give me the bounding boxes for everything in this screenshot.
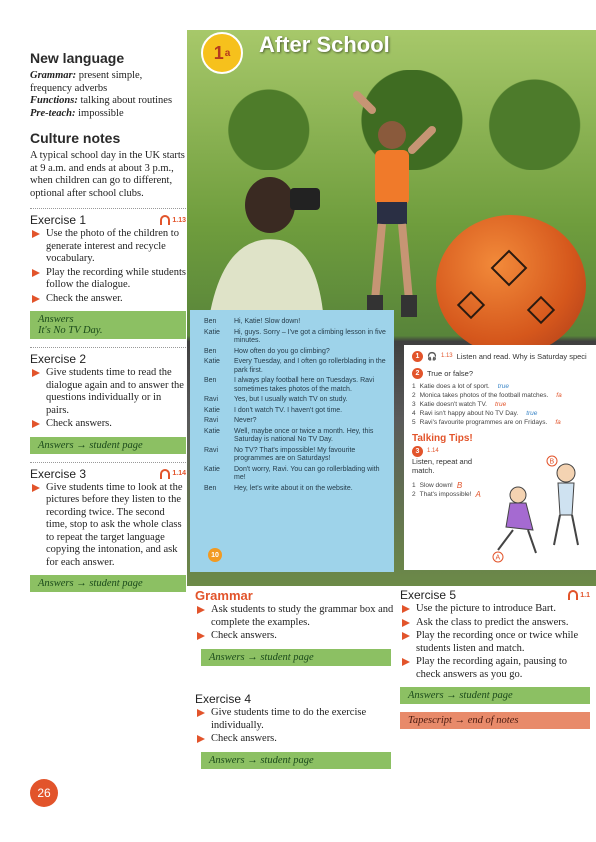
exercise5-bullet: Play the recording once or twice while students listen and match. <box>400 630 590 655</box>
exercise5-answers-box: Answers → student page <box>400 687 590 704</box>
exercise5-bullet: Ask the class to predict the answers. <box>400 617 590 630</box>
talking-tips-heading: Talking Tips! <box>412 433 473 444</box>
functions-line: Functions: talking about routines <box>30 95 173 106</box>
headphones-icon <box>160 469 170 479</box>
exercise1-answers-box: Answers It's No TV Day. <box>30 311 186 339</box>
dialogue-line: Katie Well, maybe once or twice a month. Hey, this Saturday is national No TV Day. <box>204 427 374 443</box>
true-false-item: 3 Katie doesn't watch TV. true <box>412 401 507 408</box>
exercise5-heading: Exercise 5 1.1 <box>400 588 590 602</box>
new-language-heading: New language <box>30 50 125 66</box>
exercise1-heading: Exercise 1 1.13 <box>30 213 186 227</box>
exercise1-bullet: Check the answer. <box>30 293 186 306</box>
skater-cartoon-illustration <box>488 455 592 565</box>
exercise5-section <box>400 588 590 729</box>
grammar-line: Grammar: present simple, frequency adverbs <box>30 70 143 94</box>
grammar-bullet: Check answers. <box>195 630 395 643</box>
true-false-item: 5 Ravi's favourite programmes are on Fridays. fa <box>412 419 561 426</box>
exercise4-section <box>195 692 395 769</box>
page-number: 26 <box>30 779 58 807</box>
preteach-line: Pre-teach: impossible <box>30 107 124 119</box>
dialogue-line: Ravi No TV? That's impossible! My favourite programmes are on Saturdays! <box>204 446 356 462</box>
exercise3-heading: Exercise 3 1.14 <box>30 466 186 481</box>
exercise5-bullet: Use the picture to introduce Bart. <box>400 603 590 616</box>
tapescript-box: Tapescript → end of notes <box>400 712 590 729</box>
exercise4-bullet: Give students time to do the exercise individually. <box>195 707 395 732</box>
exercise1-bullet: Use the photo of the children to generate interest and recycle vocabulary. <box>30 228 186 266</box>
unit-badge: 1 a <box>201 32 243 74</box>
true-false-item: 2 Monica takes photos of the football matches. fa <box>412 392 562 399</box>
exercise2-bullet: Give students time to read the dialogue again and to answer the questions individually or in pairs. <box>30 367 186 417</box>
exercise2-bullet: Check answers. <box>30 418 186 431</box>
dialogue-line: Ben I always play football here on Tuesdays. Ravi sometimes takes photos of the match. <box>204 377 375 393</box>
football <box>436 215 586 355</box>
true-false-item: 4 Ravi isn't happy about No TV Day. true <box>412 410 538 417</box>
exercise1-bullet: Play the recording while students follow the dialogue. <box>30 267 186 292</box>
tip-item: 2 That's impossible! A <box>412 490 481 499</box>
dialogue-line: Ben Hey, let's write about it on the website. <box>204 484 353 492</box>
exercise4-bullet: Check answers. <box>195 733 395 746</box>
exercise2-answers-box: Answers → student page <box>30 437 186 454</box>
dialogue-line: Ben Hi, Katie! Slow down! <box>204 318 301 325</box>
student-ex3-text: Listen, repeat and match. <box>412 457 473 475</box>
dialogue-line: Ravi Never? <box>204 417 257 424</box>
dialogue-line: Ben How often do you go climbing? <box>204 347 330 355</box>
dialogue-line: Ravi Yes, but I usually watch TV on study. <box>204 396 348 403</box>
headphones-icon <box>568 590 578 600</box>
exercise3-bullet: Give students time to look at the pictures before they listen to the recording twice. The second time, stop to ask the whole class to repeat the target language copying the intonation, and ask for each answer. <box>30 482 186 570</box>
grammar-heading: Grammar <box>195 588 253 603</box>
exercise4-heading: Exercise 4 <box>195 692 252 706</box>
exercise3-answers-box: Answers → student page <box>30 575 186 592</box>
exercise5-bullet: Play the recording again, pausing to check answers as you go. <box>400 656 590 681</box>
tip-item: 1 Slow down! B <box>412 481 463 490</box>
culture-notes-text: A typical school day in the UK starts at 9 a.m. and ends at about 3 p.m., when children can go to different, optional after school clubs. <box>30 150 185 199</box>
student-ex2-instruction: 2 True or false? <box>412 368 590 379</box>
culture-notes-heading: Culture notes <box>30 130 121 146</box>
teacher-notes-column <box>30 50 186 592</box>
grammar-section <box>195 588 395 666</box>
page-marker-badge: 10 <box>208 548 222 562</box>
dialogue-line: Katie I don't watch TV. I haven't got time. <box>204 406 343 414</box>
girl-rollerblading-figure <box>337 90 447 340</box>
dialogue-box <box>190 310 394 572</box>
divider <box>30 462 186 463</box>
student-ex3-instruction: 3 1.14 <box>412 446 492 457</box>
dialogue-line: Katie Hi, guys. Sorry – I've got a climbing lesson in five minutes. <box>204 328 386 344</box>
student-ex1-instruction: 1 🎧 1.13 Listen and read. Why is Saturday speci <box>412 351 590 362</box>
divider <box>30 347 186 348</box>
unit-title: After School <box>259 32 390 57</box>
grammar-answers-box: Answers → student page <box>201 649 391 666</box>
exercise4-answers-box: Answers → student page <box>201 752 391 769</box>
label-b: B <box>549 458 555 466</box>
divider <box>30 208 186 209</box>
true-false-item: 1 Katie does a lot of sport. true <box>412 383 509 390</box>
exercise2-heading: Exercise 2 <box>30 352 87 366</box>
label-a: A <box>495 554 501 562</box>
grammar-bullet: Ask students to study the grammar box and complete the examples. <box>195 604 395 629</box>
headphones-icon <box>160 215 170 225</box>
dialogue-line: Katie Every Tuesday, and I often go rollerblading in the park first. <box>204 358 386 374</box>
headphones-icon: 🎧 <box>427 352 437 361</box>
student-exercises-panel <box>404 345 596 570</box>
dialogue-line: Katie Don't worry, Ravi. You can go rollerblading with me! <box>204 465 380 481</box>
